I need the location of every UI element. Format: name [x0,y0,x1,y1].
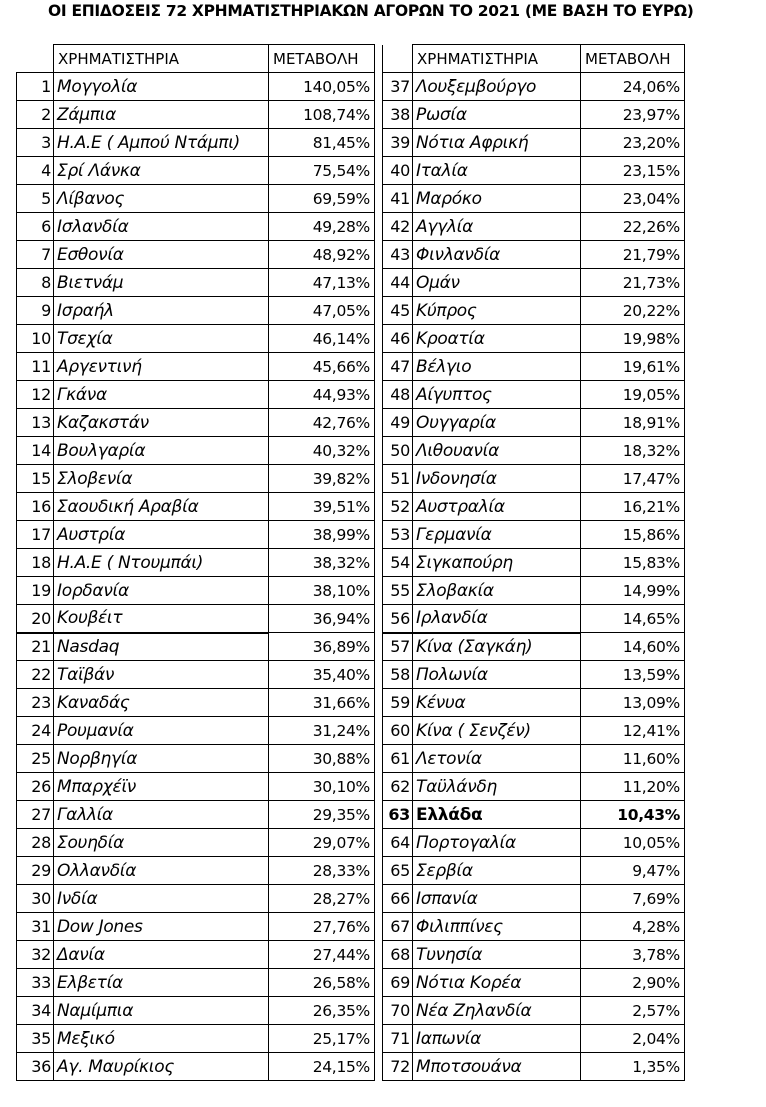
rank-cell: 25 [17,745,54,773]
rank-cell: 58 [383,661,413,689]
market-name-cell: Ισπανία [413,885,581,913]
change-cell: 2,04% [581,1025,685,1053]
market-name-cell: Κύπρος [413,297,581,325]
column-gap [375,1025,383,1053]
rank-cell: 31 [17,913,54,941]
rank-cell: 35 [17,1025,54,1053]
table-row [17,409,685,437]
change-cell: 15,83% [581,549,685,577]
change-cell: 25,17% [269,1025,375,1053]
change-cell: 1,35% [581,1053,685,1081]
market-name-cell: Καζακστάν [54,409,269,437]
change-cell: 16,21% [581,493,685,521]
table-row [17,157,685,185]
change-cell: 44,93% [269,381,375,409]
table-row [17,1053,685,1081]
column-gap [375,241,383,269]
table-row [17,605,685,633]
change-cell: 39,82% [269,465,375,493]
market-name-cell: Λουξεμβούργο [413,73,581,101]
markets-table-body [17,45,685,1081]
column-gap [375,885,383,913]
table-row [17,885,685,913]
change-cell: 24,15% [269,1053,375,1081]
rank-cell: 41 [383,185,413,213]
rank-cell: 28 [17,829,54,857]
market-name-cell: Nasdaq [54,633,269,661]
market-name-cell: Κουβέιτ [54,605,269,633]
rank-cell: 51 [383,465,413,493]
change-cell: 2,57% [581,997,685,1025]
header-change-right: ΜΕΤΑΒΟΛΗ [581,45,685,73]
market-name-cell: Μογγολία [54,73,269,101]
market-name-cell: Ισλανδία [54,213,269,241]
market-name-cell: Νότια Αφρική [413,129,581,157]
header-blank-cell [383,45,413,73]
change-cell: 20,22% [581,297,685,325]
market-name-cell: Σλοβενία [54,465,269,493]
market-name-cell: Σαουδική Αραβία [54,493,269,521]
market-name-cell: Dow Jones [54,913,269,941]
change-cell: 23,97% [581,101,685,129]
column-gap [375,437,383,465]
market-name-cell: Η.Α.Ε ( Αμπού Ντάμπι) [54,129,269,157]
market-name-cell: Βιετνάμ [54,269,269,297]
rank-cell: 64 [383,829,413,857]
table-row [17,101,685,129]
market-name-cell: Σρί Λάνκα [54,157,269,185]
rank-cell: 72 [383,1053,413,1081]
table-row [17,689,685,717]
change-cell: 13,59% [581,661,685,689]
market-name-cell: Ισραήλ [54,297,269,325]
market-name-cell: Νότια Κορέα [413,969,581,997]
rank-cell: 69 [383,969,413,997]
market-name-cell: Κίνα ( Σενζέν) [413,717,581,745]
rank-cell: 61 [383,745,413,773]
market-name-cell: Αυστρία [54,521,269,549]
market-name-cell: Ινδονησία [413,465,581,493]
table-row [17,969,685,997]
column-gap [375,577,383,605]
rank-cell: 7 [17,241,54,269]
change-cell: 17,47% [581,465,685,493]
change-cell: 31,24% [269,717,375,745]
change-cell: 2,90% [581,969,685,997]
rank-cell: 2 [17,101,54,129]
rank-cell: 10 [17,325,54,353]
rank-cell: 3 [17,129,54,157]
market-name-cell: Η.Α.Ε ( Ντουμπάι) [54,549,269,577]
market-name-cell: Μεξικό [54,1025,269,1053]
rank-cell: 55 [383,577,413,605]
market-name-cell: Αυστραλία [413,493,581,521]
table-row [17,185,685,213]
market-name-cell: Δανία [54,941,269,969]
column-gap [375,829,383,857]
rank-cell: 63 [383,801,413,829]
change-cell: 10,05% [581,829,685,857]
rank-cell: 4 [17,157,54,185]
change-cell: 21,79% [581,241,685,269]
market-name-cell: Μαρόκο [413,185,581,213]
market-name-cell: Αγ. Μαυρίκιος [54,1053,269,1081]
change-cell: 21,73% [581,269,685,297]
change-cell: 47,05% [269,297,375,325]
market-name-cell: Μπαρχέϊν [54,773,269,801]
market-name-cell: Κροατία [413,325,581,353]
market-name-cell: Γερμανία [413,521,581,549]
rank-cell: 47 [383,353,413,381]
market-name-cell: Ναμίμπια [54,997,269,1025]
column-gap [375,129,383,157]
table-row [17,521,685,549]
market-name-cell: Ρουμανία [54,717,269,745]
market-name-cell: Ιορδανία [54,577,269,605]
rank-cell: 17 [17,521,54,549]
rank-cell: 52 [383,493,413,521]
market-name-cell: Ιταλία [413,157,581,185]
market-name-cell: Σουηδία [54,829,269,857]
rank-cell: 8 [17,269,54,297]
rank-cell: 39 [383,129,413,157]
change-cell: 75,54% [269,157,375,185]
change-cell: 26,58% [269,969,375,997]
table-row [17,297,685,325]
column-gap [375,997,383,1025]
market-name-cell: Μποτσουάνα [413,1053,581,1081]
market-name-cell: Βουλγαρία [54,437,269,465]
table-row [17,549,685,577]
markets-table [16,44,685,1081]
column-gap [375,913,383,941]
table-row [17,437,685,465]
change-cell: 36,89% [269,633,375,661]
sheet-title: ΟΙ ΕΠΙΔΟΣΕΙΣ 72 ΧΡΗΜΑΤΙΣΤΗΡΙΑΚΩΝ ΑΓΟΡΩΝ ΤΟ 2021 (ΜΕ ΒΑΣΗ ΤΟ ΕΥΡΩ) [48,2,694,20]
change-cell: 42,76% [269,409,375,437]
column-gap [375,521,383,549]
table-row [17,801,685,829]
table-row [17,325,685,353]
rank-cell: 67 [383,913,413,941]
rank-cell: 46 [383,325,413,353]
rank-cell: 36 [17,1053,54,1081]
table-row [17,633,685,661]
rank-cell: 32 [17,941,54,969]
change-cell: 12,41% [581,717,685,745]
change-cell: 30,10% [269,773,375,801]
rank-cell: 68 [383,941,413,969]
change-cell: 47,13% [269,269,375,297]
rank-cell: 27 [17,801,54,829]
column-gap [375,717,383,745]
change-cell: 24,06% [581,73,685,101]
market-name-cell: Ταϋλάνδη [413,773,581,801]
market-name-cell: Ινδία [54,885,269,913]
change-cell: 26,35% [269,997,375,1025]
column-gap [375,353,383,381]
market-name-cell: Κένυα [413,689,581,717]
market-name-cell: Ιρλανδία [413,605,581,633]
change-cell: 29,07% [269,829,375,857]
market-name-cell: Ελβετία [54,969,269,997]
table-row [17,941,685,969]
change-cell: 31,66% [269,689,375,717]
header-row [17,45,685,73]
column-gap [375,45,383,73]
market-name-cell: Νορβηγία [54,745,269,773]
rank-cell: 24 [17,717,54,745]
change-cell: 7,69% [581,885,685,913]
change-cell: 10,43% [581,801,685,829]
header-change-left: ΜΕΤΑΒΟΛΗ [269,45,375,73]
table-row [17,661,685,689]
column-gap [375,689,383,717]
column-gap [375,381,383,409]
market-name-cell: Φιλιππίνες [413,913,581,941]
market-name-cell: Λιθουανία [413,437,581,465]
change-cell: 14,60% [581,633,685,661]
rank-cell: 26 [17,773,54,801]
table-row [17,465,685,493]
change-cell: 28,33% [269,857,375,885]
rank-cell: 12 [17,381,54,409]
table-row [17,773,685,801]
column-gap [375,297,383,325]
market-name-cell: Ζάμπια [54,101,269,129]
rank-cell: 15 [17,465,54,493]
market-name-cell: Ουγγαρία [413,409,581,437]
rank-cell: 23 [17,689,54,717]
rank-cell: 20 [17,605,54,633]
change-cell: 27,76% [269,913,375,941]
table-row [17,493,685,521]
column-gap [375,465,383,493]
market-name-cell: Λετονία [413,745,581,773]
market-name-cell: Ολλανδία [54,857,269,885]
market-name-cell: Κίνα (Σαγκάη) [413,633,581,661]
change-cell: 11,60% [581,745,685,773]
table-row [17,73,685,101]
column-gap [375,969,383,997]
change-cell: 30,88% [269,745,375,773]
column-gap [375,941,383,969]
market-name-cell: Ελλάδα [413,801,581,829]
column-gap [375,745,383,773]
rank-cell: 49 [383,409,413,437]
change-cell: 48,92% [269,241,375,269]
rank-cell: 42 [383,213,413,241]
column-gap [375,633,383,661]
rank-cell: 13 [17,409,54,437]
table-row [17,857,685,885]
change-cell: 15,86% [581,521,685,549]
market-name-cell: Αγγλία [413,213,581,241]
change-cell: 18,91% [581,409,685,437]
column-gap [375,773,383,801]
rank-cell: 57 [383,633,413,661]
column-gap [375,157,383,185]
change-cell: 27,44% [269,941,375,969]
table-row [17,213,685,241]
rank-cell: 34 [17,997,54,1025]
change-cell: 69,59% [269,185,375,213]
column-gap [375,185,383,213]
market-name-cell: Σιγκαπούρη [413,549,581,577]
change-cell: 23,20% [581,129,685,157]
market-name-cell: Αργεντινή [54,353,269,381]
rank-cell: 11 [17,353,54,381]
change-cell: 9,47% [581,857,685,885]
table-row [17,353,685,381]
change-cell: 14,65% [581,605,685,633]
header-market-left: ΧΡΗΜΑΤΙΣΤΗΡΙΑ [54,45,269,73]
rank-cell: 71 [383,1025,413,1053]
rank-cell: 5 [17,185,54,213]
change-cell: 38,10% [269,577,375,605]
table-row [17,717,685,745]
change-cell: 19,98% [581,325,685,353]
table-row [17,1025,685,1053]
column-gap [375,409,383,437]
change-cell: 29,35% [269,801,375,829]
rank-cell: 53 [383,521,413,549]
rank-cell: 54 [383,549,413,577]
rank-cell: 56 [383,605,413,633]
column-gap [375,269,383,297]
change-cell: 46,14% [269,325,375,353]
change-cell: 39,51% [269,493,375,521]
table-row [17,913,685,941]
change-cell: 35,40% [269,661,375,689]
market-name-cell: Αίγυπτος [413,381,581,409]
rank-cell: 62 [383,773,413,801]
table-row [17,829,685,857]
rank-cell: 59 [383,689,413,717]
change-cell: 40,32% [269,437,375,465]
market-name-cell: Πολωνία [413,661,581,689]
change-cell: 81,45% [269,129,375,157]
header-blank-cell [17,45,54,73]
rank-cell: 45 [383,297,413,325]
change-cell: 4,28% [581,913,685,941]
table-row [17,577,685,605]
column-gap [375,661,383,689]
change-cell: 38,32% [269,549,375,577]
market-name-cell: Βέλγιο [413,353,581,381]
change-cell: 22,26% [581,213,685,241]
rank-cell: 30 [17,885,54,913]
rank-cell: 43 [383,241,413,269]
change-cell: 108,74% [269,101,375,129]
market-name-cell: Νέα Ζηλανδία [413,997,581,1025]
rank-cell: 48 [383,381,413,409]
change-cell: 11,20% [581,773,685,801]
market-name-cell: Ρωσία [413,101,581,129]
change-cell: 13,09% [581,689,685,717]
market-name-cell: Ταϊβάν [54,661,269,689]
market-name-cell: Εσθονία [54,241,269,269]
rank-cell: 38 [383,101,413,129]
rank-cell: 40 [383,157,413,185]
market-name-cell: Ομάν [413,269,581,297]
rank-cell: 9 [17,297,54,325]
column-gap [375,549,383,577]
market-name-cell: Τυνησία [413,941,581,969]
change-cell: 28,27% [269,885,375,913]
market-name-cell: Λίβανος [54,185,269,213]
rank-cell: 37 [383,73,413,101]
column-gap [375,213,383,241]
header-market-right: ΧΡΗΜΑΤΙΣΤΗΡΙΑ [413,45,581,73]
rank-cell: 16 [17,493,54,521]
market-name-cell: Τσεχία [54,325,269,353]
change-cell: 140,05% [269,73,375,101]
change-cell: 18,32% [581,437,685,465]
change-cell: 3,78% [581,941,685,969]
change-cell: 45,66% [269,353,375,381]
column-gap [375,325,383,353]
table-row [17,129,685,157]
column-gap [375,493,383,521]
rank-cell: 18 [17,549,54,577]
column-gap [375,857,383,885]
column-gap [375,101,383,129]
rank-cell: 33 [17,969,54,997]
change-cell: 14,99% [581,577,685,605]
column-gap [375,605,383,633]
market-name-cell: Γκάνα [54,381,269,409]
column-gap [375,801,383,829]
market-name-cell: Γαλλία [54,801,269,829]
rank-cell: 29 [17,857,54,885]
table-row [17,745,685,773]
rank-cell: 44 [383,269,413,297]
rank-cell: 22 [17,661,54,689]
rank-cell: 65 [383,857,413,885]
change-cell: 23,15% [581,157,685,185]
market-name-cell: Πορτογαλία [413,829,581,857]
market-name-cell: Σερβία [413,857,581,885]
market-name-cell: Καναδάς [54,689,269,717]
change-cell: 36,94% [269,605,375,633]
market-name-cell: Σλοβακία [413,577,581,605]
column-gap [375,73,383,101]
rank-cell: 19 [17,577,54,605]
rank-cell: 6 [17,213,54,241]
rank-cell: 70 [383,997,413,1025]
column-gap [375,1053,383,1081]
change-cell: 19,05% [581,381,685,409]
table-row [17,997,685,1025]
rank-cell: 50 [383,437,413,465]
market-name-cell: Φινλανδία [413,241,581,269]
market-name-cell: Ιαπωνία [413,1025,581,1053]
rank-cell: 60 [383,717,413,745]
change-cell: 49,28% [269,213,375,241]
rank-cell: 66 [383,885,413,913]
change-cell: 38,99% [269,521,375,549]
rank-cell: 21 [17,633,54,661]
table-row [17,381,685,409]
rank-cell: 1 [17,73,54,101]
rank-cell: 14 [17,437,54,465]
table-row [17,241,685,269]
table-row [17,269,685,297]
change-cell: 19,61% [581,353,685,381]
change-cell: 23,04% [581,185,685,213]
